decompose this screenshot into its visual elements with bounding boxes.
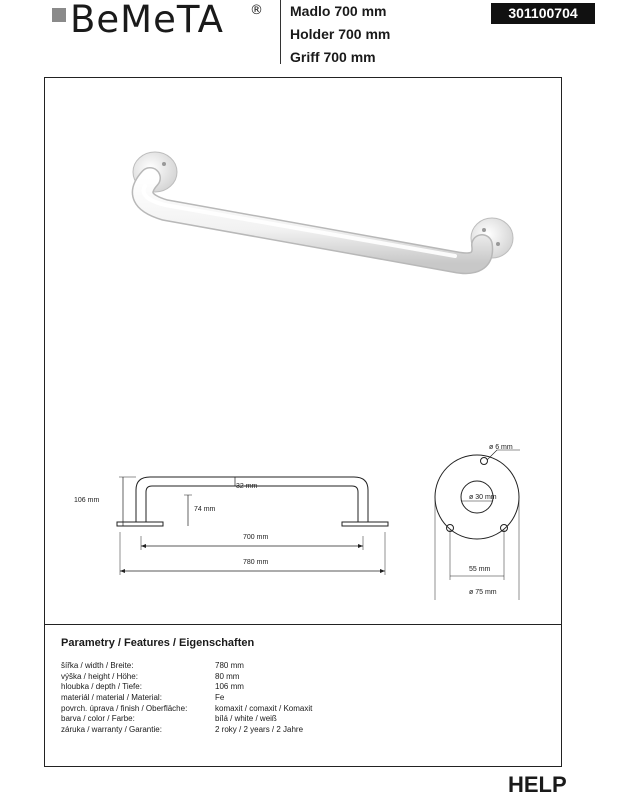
param-row — [61, 672, 481, 683]
product-titles — [290, 0, 390, 69]
dim-side-height: 106 mm — [74, 497, 100, 504]
dim-flange-diameter: ø 75 mm — [469, 589, 497, 596]
flange-view-drawing — [420, 440, 540, 600]
param-label: materiál / material / Material: — [61, 693, 162, 703]
params-table — [61, 661, 481, 736]
dim-total-length: 780 mm — [243, 559, 269, 566]
dim-hole-diameter: ø 6 mm — [489, 444, 513, 451]
param-row — [61, 704, 481, 715]
param-row — [61, 661, 481, 672]
registered-mark: ® — [250, 3, 263, 18]
param-label: výška / height / Höhe: — [61, 671, 138, 681]
param-value: 80 mm — [215, 671, 240, 681]
series-label: HELP — [508, 772, 567, 797]
brand-name: BeMeTA — [70, 0, 224, 41]
product-code-badge: 301100704 — [491, 3, 595, 24]
dim-center-diameter: ø 30 mm — [469, 494, 497, 501]
header-divider — [280, 0, 281, 64]
param-label: hloubka / depth / Tiefe: — [61, 682, 142, 692]
side-view-drawing — [60, 440, 400, 580]
param-label: záruka / warranty / Garantie: — [61, 725, 162, 735]
param-value: bílá / white / weiß — [215, 714, 277, 724]
param-value: komaxit / comaxit / Komaxit — [215, 703, 313, 713]
param-row — [61, 725, 481, 736]
param-value: 780 mm — [215, 661, 244, 670]
dim-tube-diameter: 32 mm — [236, 483, 258, 490]
params-separator — [44, 624, 562, 625]
logo-square-mark — [52, 8, 66, 22]
product-image — [130, 150, 530, 290]
param-row — [61, 682, 481, 693]
param-value: 2 roky / 2 years / 2 Jahre — [215, 725, 304, 735]
title-en: Holder 700 mm — [290, 26, 391, 42]
param-label: šířka / width / Breite: — [61, 661, 134, 670]
param-label: barva / color / Farbe: — [61, 714, 135, 724]
title-de: Griff 700 mm — [290, 49, 376, 65]
param-row — [61, 693, 481, 704]
param-value: 106 mm — [215, 682, 244, 692]
brand-logo — [52, 0, 272, 41]
title-cz: Madlo 700 mm — [290, 3, 387, 19]
params-title: Parametry / Features / Eigenschaften — [61, 637, 255, 649]
param-label: povrch. úprava / finish / Oberfläche: — [61, 703, 188, 713]
dim-inner-length: 700 mm — [243, 534, 269, 541]
param-row — [61, 714, 481, 725]
param-value: Fe — [215, 693, 225, 703]
dim-hole-spacing: 55 mm — [469, 566, 491, 573]
dim-inner-height: 74 mm — [194, 506, 216, 513]
